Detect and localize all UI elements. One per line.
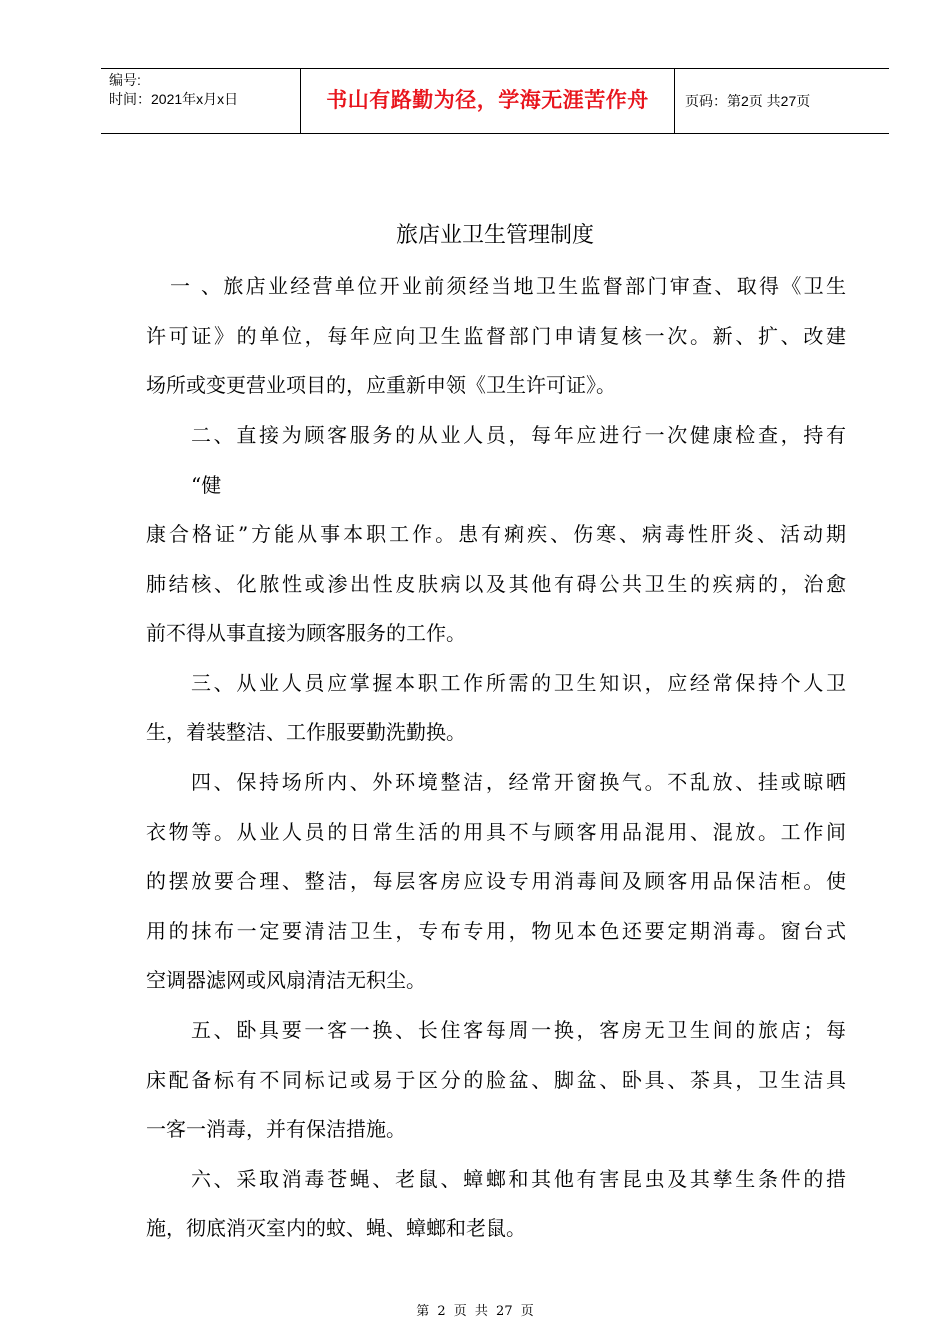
text-line: 二、直接为顾客服务的从业人员，每年应进行一次健康检查，持有 xyxy=(191,423,846,447)
serial-label: 编号: xyxy=(109,72,141,88)
text-line: 四、保持场所内、外环境整洁，经常开窗换气。不乱放、挂或晾晒 xyxy=(191,770,846,794)
text-line: 六、采取消毒苍蝇、老鼠、蟑螂和其他有害昆虫及其孳生条件的措 xyxy=(191,1167,846,1191)
time-label: 时间：2021年x月x日 xyxy=(109,91,239,107)
document-title: 旅店业卫生管理制度 xyxy=(395,223,594,248)
text-line: 生，着装整洁、工作服要勤洗勤换。 xyxy=(146,720,466,744)
text-line: 用的抹布一定要清洁卫生，专布专用，物见本色还要定期消毒。窗台式 xyxy=(146,919,846,943)
text-line: 空调器滤网或风扇清洁无积尘。 xyxy=(146,968,426,992)
text-line: 床配备标有不同标记或易于区分的脸盆、脚盆、卧具、茶具，卫生洁具 xyxy=(146,1068,846,1092)
text-line: 一 、旅店业经营单位开业前须经当地卫生监督部门审查、取得《卫生 xyxy=(170,274,846,298)
text-line: 场所或变更营业项目的，应重新申领《卫生许可证》。 xyxy=(146,373,616,397)
header-table xyxy=(101,68,889,134)
text-line: 衣物等。从业人员的日常生活的用具不与顾客用品混用、混放。工作间 xyxy=(146,820,846,844)
text-line: “健 xyxy=(191,473,222,497)
page-footer: 第 2 页 共 27 页 xyxy=(416,1304,534,1319)
text-line: 的摆放要合理、整洁，每层客房应设专用消毒间及顾客用品保洁柜。使 xyxy=(146,869,846,893)
text-line: 康合格证”方能从事本职工作。患有痢疾、伤寒、病毒性肝炎、活动期 xyxy=(146,522,846,546)
text-line: 前不得从事直接为顾客服务的工作。 xyxy=(146,621,466,645)
text-line: 许可证》的单位，每年应向卫生监督部门申请复核一次。新、扩、改建 xyxy=(146,324,846,348)
text-line: 五、卧具要一客一换、长住客每周一换，客房无卫生间的旅店；每 xyxy=(191,1018,846,1042)
header-motto: 书山有路勤为径，学海无涯苦作舟 xyxy=(301,69,675,133)
text-line: 一客一消毒，并有保洁措施。 xyxy=(146,1117,406,1141)
text-line: 施，彻底消灭室内的蚊、蝇、蟑螂和老鼠。 xyxy=(146,1216,526,1240)
header-page-info: 页码：第2页 共27页 xyxy=(685,93,811,109)
text-line: 肺结核、化脓性或渗出性皮肤病以及其他有碍公共卫生的疾病的，治愈 xyxy=(146,572,846,596)
header-meta-cell xyxy=(101,69,301,133)
text-line: 三、从业人员应掌握本职工作所需的卫生知识，应经常保持个人卫 xyxy=(191,671,846,695)
